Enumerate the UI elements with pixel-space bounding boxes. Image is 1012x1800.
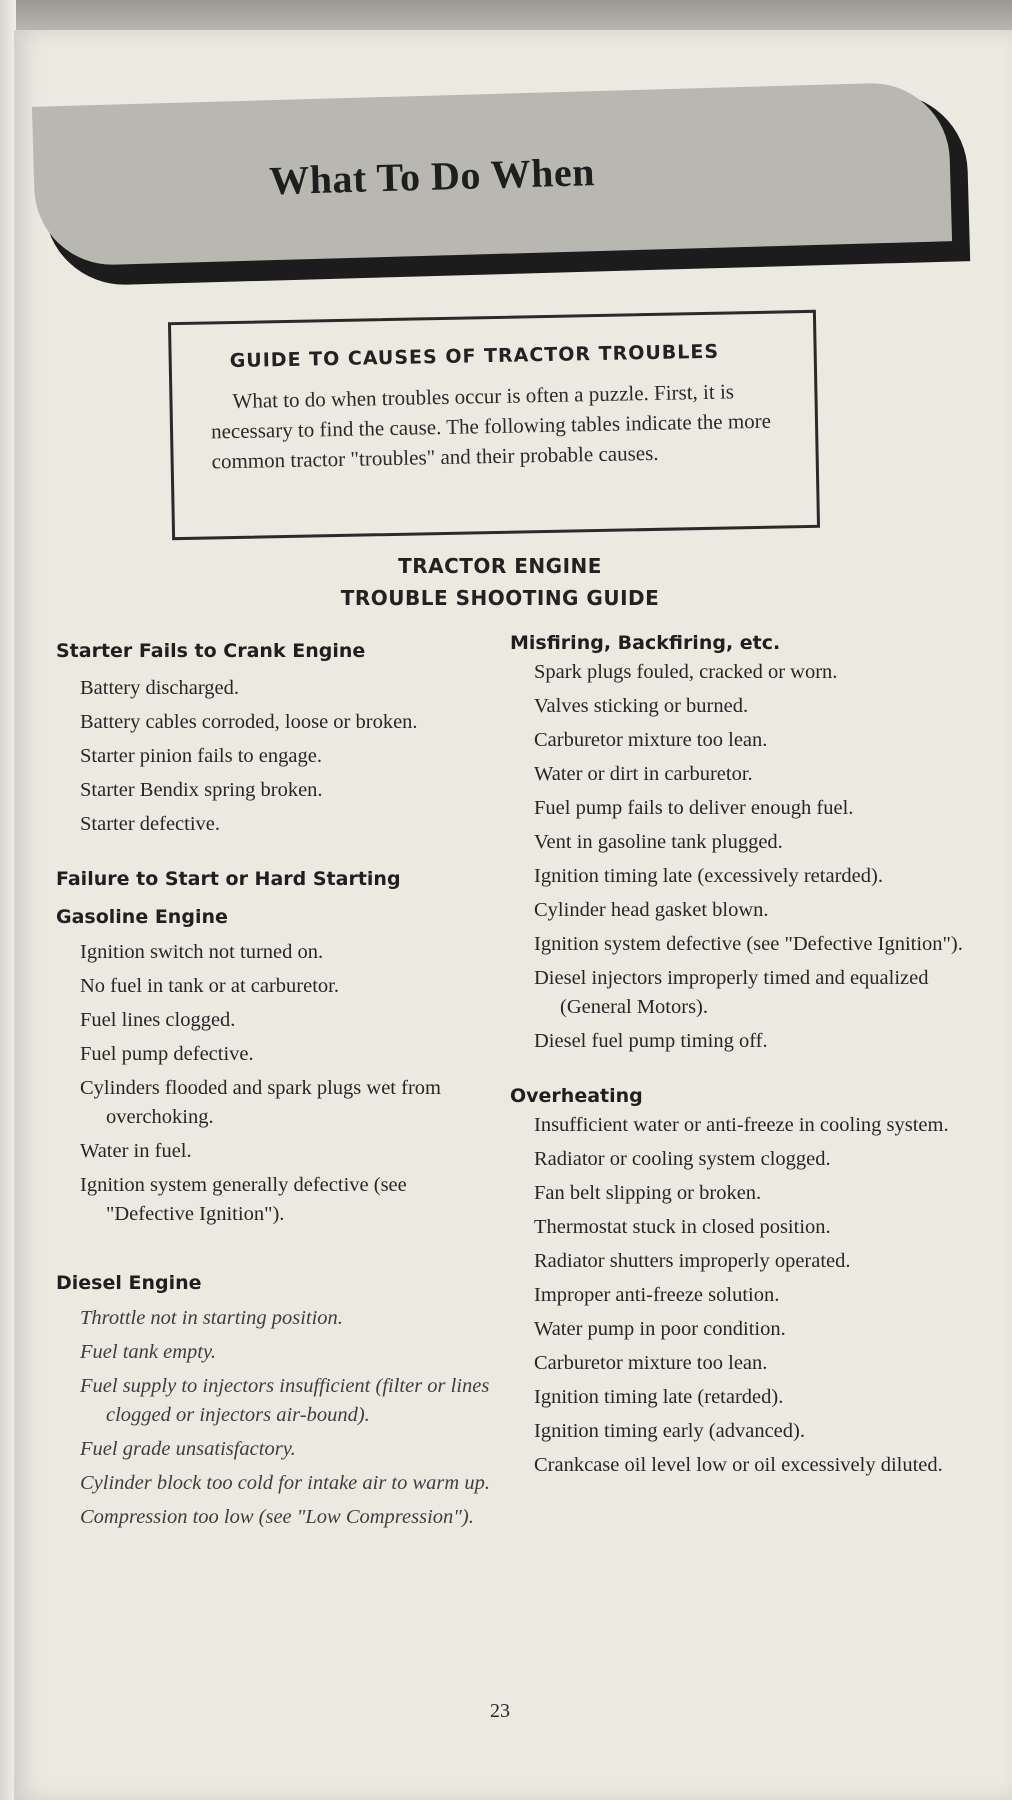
list-item: Cylinder block too cold for intake air to warm up. [80,1472,490,1494]
list-item: Crankcase oil level low or oil excessively diluted. [534,1454,943,1476]
gasoline-subheading: Gasoline Engine [56,906,228,928]
list-item: Radiator shutters improperly operated. [534,1250,851,1272]
right-column [510,628,970,1485]
list-item: Water pump in poor condition. [534,1318,786,1340]
failure-heading: Failure to Start or Hard Starting [56,868,401,890]
list-item: Ignition system generally defective (see "Defective Ignition"). [80,1174,407,1225]
list-item: Spark plugs fouled, cracked or worn. [534,661,838,683]
list-item: Radiator or cooling system clogged. [534,1148,831,1170]
list-item: Battery discharged. [80,677,240,699]
diesel-heading: Diesel Engine [56,1272,202,1294]
list-item: Ignition system defective (see "Defective Ignition"). [534,933,963,955]
list-item: Carburetor mixture too lean. [534,1352,768,1374]
list-item: Starter pinion fails to engage. [80,745,322,767]
list-item: Starter defective. [80,813,221,835]
page-title: What To Do When [268,148,596,203]
list-item: Improper anti-freeze solution. [534,1284,780,1306]
list-item: Fuel lines clogged. [80,1009,236,1031]
list-item: Ignition timing early (advanced). [534,1420,805,1442]
list-item: Fuel tank empty. [80,1341,217,1363]
list-item: Cylinder head gasket blown. [534,899,769,921]
list-item: Throttle not in starting position. [80,1307,343,1329]
list-item: Compression too low (see "Low Compression"). [80,1506,474,1528]
misfiring-heading: Misfiring, Backfiring, etc. [510,632,781,654]
section-title-line1: TRACTOR ENGINE [398,554,602,578]
list-item: Starter Bendix spring broken. [80,779,323,801]
section-title [300,550,700,614]
page-number: 23 [490,1700,510,1722]
overheating-heading: Overheating [510,1085,643,1107]
title-banner [32,81,952,267]
list-item: Valves sticking or burned. [534,695,749,717]
list-item: Fan belt slipping or broken. [534,1182,762,1204]
list-item: Water in fuel. [80,1140,192,1162]
list-item: Insufficient water or anti-freeze in cooling system. [534,1114,949,1136]
guide-heading: GUIDE TO CAUSES OF TRACTOR TROUBLES [229,340,720,373]
list-item: Vent in gasoline tank plugged. [534,831,783,853]
guide-box [168,310,820,540]
list-item: No fuel in tank or at carburetor. [80,975,340,997]
list-item: Ignition switch not turned on. [80,941,324,963]
left-column [56,636,496,1537]
guide-text: What to do when troubles occur is often a puzzle. First, it is necessary to find the cause. The following tables indicate the more common tractor "troubles" and their probable causes. [210,379,772,474]
list-item: Carburetor mixture too lean. [534,729,768,751]
list-item: Battery cables corroded, loose or broken. [80,711,418,733]
section-title-line2: TROUBLE SHOOTING GUIDE [340,586,660,610]
list-item: Ignition timing late (retarded). [534,1386,784,1408]
list-item: Fuel pump defective. [80,1043,254,1065]
diesel-list [56,1304,496,1532]
list-item: Ignition timing late (excessively retarded). [534,865,883,887]
list-item: Thermostat stuck in closed position. [534,1216,831,1238]
list-item: Diesel fuel pump timing off. [534,1030,768,1052]
list-item: Fuel grade unsatisfactory. [80,1438,296,1460]
starter-heading: Starter Fails to Crank Engine [56,640,366,662]
list-item: Diesel injectors improperly timed and equalized (General Motors). [534,967,929,1018]
list-item: Fuel pump fails to deliver enough fuel. [534,797,854,819]
list-item: Cylinders flooded and spark plugs wet from overchoking. [80,1077,441,1128]
list-item: Water or dirt in carburetor. [534,763,753,785]
list-item: Fuel supply to injectors insufficient (filter or lines clogged or injectors air-bound). [80,1375,490,1426]
